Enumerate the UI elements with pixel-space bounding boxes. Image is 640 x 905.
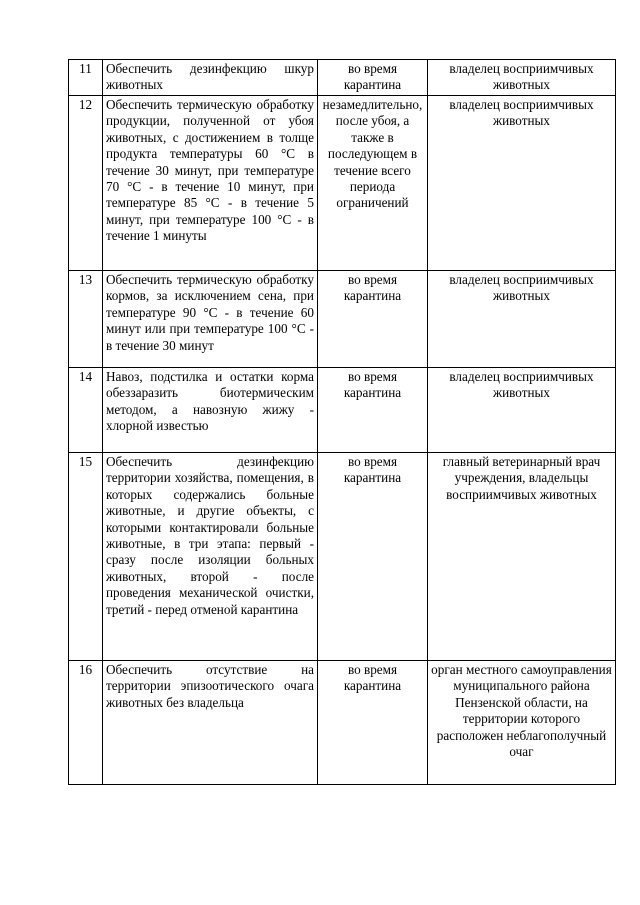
table-row bbox=[69, 271, 616, 368]
row-timing: во время карантина bbox=[318, 271, 428, 368]
row-action: Навоз, подстилка и остатки корма обеззаразить биотермическим методом, а навозную жижу - хлорной известью bbox=[103, 368, 318, 453]
table-row bbox=[69, 60, 616, 96]
row-timing: во время карантина bbox=[318, 60, 428, 96]
row-number: 11 bbox=[69, 60, 103, 96]
row-timing: во время карантина bbox=[318, 368, 428, 453]
row-responsible: владелец восприимчивых животных bbox=[428, 60, 616, 96]
measures-table-body bbox=[69, 60, 616, 785]
table-row bbox=[69, 96, 616, 271]
row-action: Обеспечить термическую обработку продукции, полученной от убоя животных, с достижением в толще продукта температуры 60 °С в течение 30 минут, при температуре 70 °С - в течение 10 минут, при температуре 85 °С - в течение 5 минут, при температуре 100 °С - в течение 1 минуты bbox=[103, 96, 318, 271]
row-number: 12 bbox=[69, 96, 103, 271]
row-number: 14 bbox=[69, 368, 103, 453]
table-row bbox=[69, 453, 616, 661]
table-row bbox=[69, 661, 616, 785]
row-action: Обеспечить дезинфекцию шкур животных bbox=[103, 60, 318, 96]
row-action: Обеспечить термическую обработку кормов, за исключением сена, при температуре 90 °С - в течение 60 минут или при температуре 100 °С - в течение 30 минут bbox=[103, 271, 318, 368]
row-timing: во время карантина bbox=[318, 453, 428, 661]
row-responsible: владелец восприимчивых животных bbox=[428, 368, 616, 453]
row-timing: во время карантина bbox=[318, 661, 428, 785]
row-timing: незамедлительно, после убоя, а также в последующем в течение всего периода ограничений bbox=[318, 96, 428, 271]
row-responsible: главный ветеринарный врач учреждения, владельцы восприимчивых животных bbox=[428, 453, 616, 661]
row-number: 16 bbox=[69, 661, 103, 785]
table-row bbox=[69, 368, 616, 453]
row-responsible: владелец восприимчивых животных bbox=[428, 96, 616, 271]
row-number: 15 bbox=[69, 453, 103, 661]
row-action: Обеспечить отсутствие на территории эпизоотического очага животных без владельца bbox=[103, 661, 318, 785]
row-responsible: владелец восприимчивых животных bbox=[428, 271, 616, 368]
row-responsible: орган местного самоуправления муниципального района Пензенской области, на территории которого расположен неблагополучный очаг bbox=[428, 661, 616, 785]
measures-table bbox=[68, 59, 616, 785]
row-number: 13 bbox=[69, 271, 103, 368]
row-action: Обеспечить дезинфекцию территории хозяйства, помещения, в которых содержались больные животные, и другие объекты, с которыми контактировали больные животные, в три этапа: первый - сразу после изоляции больных животных, второй - после проведения механической очистки, третий - перед отменой карантина bbox=[103, 453, 318, 661]
